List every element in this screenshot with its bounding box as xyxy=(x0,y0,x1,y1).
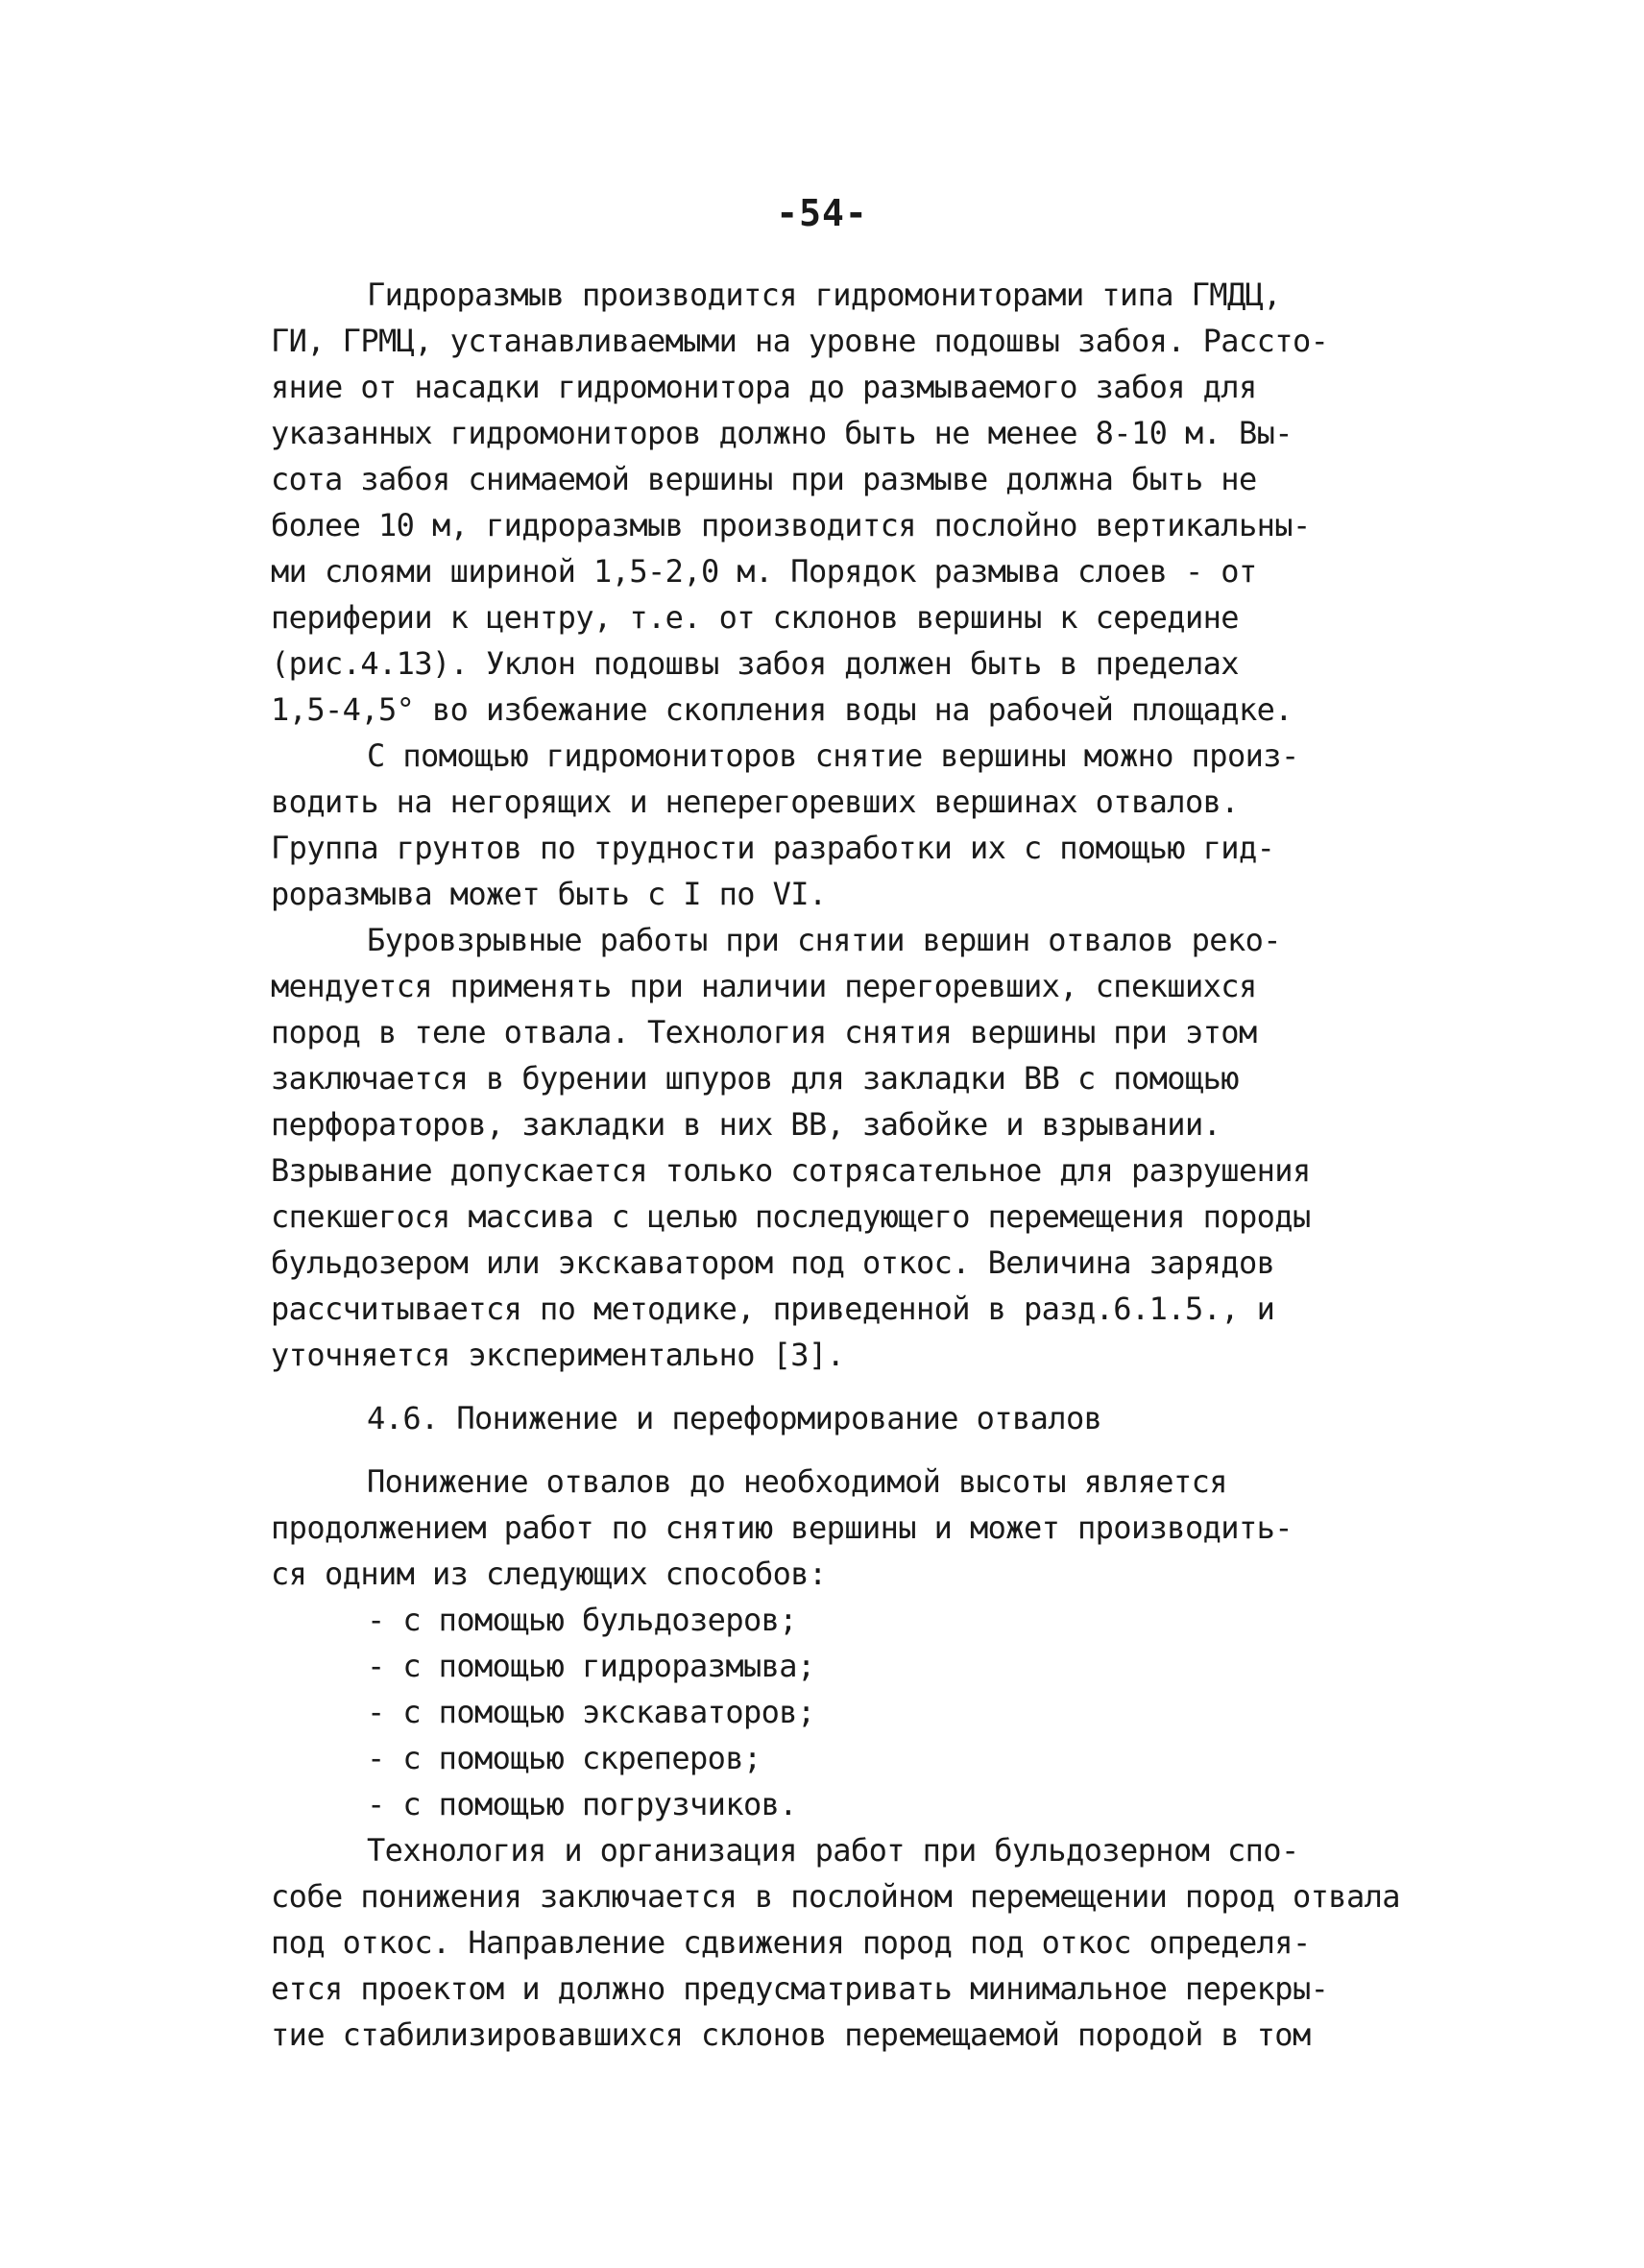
paragraph-line: указанных гидромониторов должно быть не менее 8-10 м. Вы- xyxy=(271,415,1293,451)
paragraph-lowering-intro xyxy=(271,1459,1471,1597)
methods-list xyxy=(271,1597,1471,1827)
paragraph-line: пород в теле отвала. Технология снятия вершины при этом xyxy=(271,1014,1257,1050)
paragraph-line: сота забоя снимаемой вершины при размыве должна быть не xyxy=(271,461,1257,497)
paragraph-line: Понижение отвалов до необходимой высоты является xyxy=(367,1463,1227,1500)
page-number: -54- xyxy=(776,192,868,234)
list-item: - с помощью экскаваторов; xyxy=(367,1694,815,1730)
paragraph-line: рассчитывается по методике, приведенной в разд.6.1.5., и xyxy=(271,1291,1275,1327)
paragraph-line: Взрывание допускается только сотрясательное для разрушения xyxy=(271,1152,1311,1189)
paragraph-line: собе понижения заключается в послойном перемещении пород отвала xyxy=(271,1878,1400,1915)
paragraph-line: 1,5-4,5° во избежание скопления воды на рабочей площадке. xyxy=(271,691,1293,728)
list-item: - с помощью скреперов; xyxy=(367,1740,762,1776)
list-item: - с помощью гидроразмыва; xyxy=(367,1648,815,1684)
paragraph-line: спекшегося массива с целью последующего перемещения породы xyxy=(271,1198,1311,1235)
paragraph-line: ГИ, ГРМЦ, устанавливаемыми на уровне подошвы забоя. Рассто- xyxy=(271,323,1329,359)
list-item: - с помощью погрузчиков. xyxy=(367,1786,797,1822)
paragraph-bulldozer-technology xyxy=(271,1827,1471,2058)
paragraph-line: Гидроразмыв производится гидромониторами типа ГМДЦ, xyxy=(367,277,1281,313)
paragraph-blasting xyxy=(271,917,1471,1378)
paragraph-line: ми слоями шириной 1,5-2,0 м. Порядок размыва слоев - от xyxy=(271,553,1257,590)
paragraph-line: продолжением работ по снятию вершины и может производить- xyxy=(271,1509,1293,1546)
paragraph-line: Группа грунтов по трудности разработки их с помощью гид- xyxy=(271,830,1275,866)
paragraph-line: Буровзрывные работы при снятии вершин отвалов реко- xyxy=(367,922,1281,958)
paragraph-line: мендуется применять при наличии перегоревших, спекшихся xyxy=(271,968,1257,1004)
paragraph-line: тие стабилизировавшихся склонов перемещаемой породой в том xyxy=(271,2016,1311,2053)
paragraph-line: Технология и организация работ при бульдозерном спо- xyxy=(367,1832,1299,1869)
paragraph-line: уточняется экспериментально [3]. xyxy=(271,1337,845,1373)
paragraph-line: под откос. Направление сдвижения пород под откос определя- xyxy=(271,1924,1311,1961)
list-item: - с помощью бульдозеров; xyxy=(367,1602,797,1638)
paragraph-line: перфораторов, закладки в них ВВ, забойке и взрывании. xyxy=(271,1106,1221,1143)
paragraph-line: бульдозером или экскаватором под откос. Величина зарядов xyxy=(271,1244,1275,1281)
paragraph-line: С помощью гидромониторов снятие вершины можно произ- xyxy=(367,737,1299,774)
paragraph-line: ся одним из следующих способов: xyxy=(271,1556,827,1592)
paragraph-line: водить на негорящих и неперегоревших вершинах отвалов. xyxy=(271,784,1239,820)
paragraph-line: заключается в бурении шпуров для закладки ВВ с помощью xyxy=(271,1060,1239,1097)
paragraph-line: роразмыва может быть с I по VI. xyxy=(271,876,827,912)
section-heading: 4.6. Понижение и переформирование отвалов xyxy=(367,1400,1102,1436)
paragraph-line: яние от насадки гидромонитора до размываемого забоя для xyxy=(271,369,1257,405)
paragraph-line: ется проектом и должно предусматривать минимальное перекры- xyxy=(271,1970,1329,2007)
paragraph-line: периферии к центру, т.е. от склонов вершины к середине xyxy=(271,599,1239,636)
paragraph-hydro-washing xyxy=(271,272,1471,733)
paragraph-line: (рис.4.13). Уклон подошвы забоя должен быть в пределах xyxy=(271,645,1239,682)
document-body xyxy=(271,272,1471,2058)
paragraph-line: более 10 м, гидроразмыв производится послойно вертикальны- xyxy=(271,507,1311,543)
paragraph-hydromonitors xyxy=(271,733,1471,917)
